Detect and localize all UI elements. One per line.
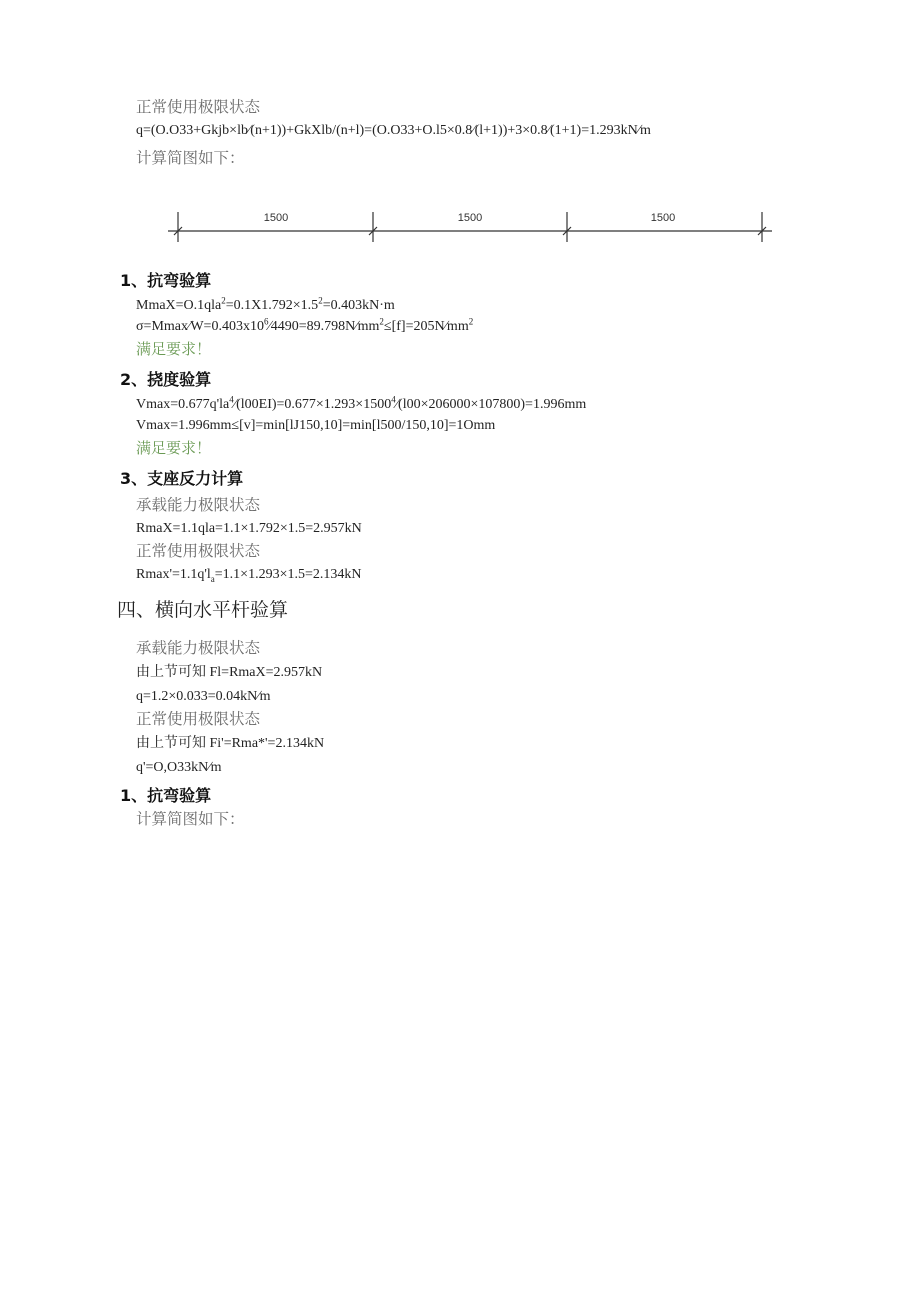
diagram-intro-2: 计算简图如下：: [136, 810, 245, 828]
q-formula: q=(O.O33+Gkjb×lb∕(n+1))+GkXlb/(n+l)=(O.O33+O.l5×0.8∕(l+1))+3×0.8∕(1+1)=1.293kN∕m: [136, 123, 651, 138]
q1-formula: q=1.2×0.033=0.04kN∕m: [136, 689, 271, 704]
span-label-2: 1500: [457, 212, 483, 224]
rmax-formula: RmaX=1.1qla=1.1×1.792×1.5=2.957kN: [136, 521, 362, 536]
bending-check-title-2: 1、抗弯验算: [120, 786, 212, 805]
beam-span-diagram: [166, 206, 776, 246]
bending-check-title: 1、抗弯验算: [120, 271, 212, 290]
capacity-state-label-2: 承载能力极限状态: [136, 639, 261, 657]
capacity-state-label: 承载能力极限状态: [136, 496, 261, 514]
reaction-title: 3、支座反力计算: [120, 469, 244, 488]
vmax-formula: $Vmax=0.677q'la^4∕(l00EI)=0.677\times 1.293\times 1500^4∕(l00\times 206000\times 107800)=1.996mm$: [136, 394, 587, 412]
mmax-formula: $MmaX=O.1qla^2=0.1X1.792\times 1.5^2=0.403kN\cdot m$: [136, 295, 395, 313]
bending-ok-text: 满足要求！: [136, 340, 212, 358]
section-four-title: 四、横向水平杆验算: [117, 599, 289, 621]
f1-text: 由上节可知 Fl=RmaX=2.957kN: [136, 665, 323, 680]
f2-text: 由上节可知 Fi'=Rma*'=2.134kN: [136, 736, 325, 751]
deflection-ok-text: 满足要求！: [136, 439, 212, 457]
span-label-1: 1500: [263, 212, 289, 224]
normal-state-label-2: 正常使用极限状态: [136, 542, 261, 560]
vmax-limit-formula: Vmax=1.996mm≤[v]=min[lJ150,10]=min[l500/150,10]=1Omm: [136, 418, 496, 433]
stress-formula: $\sigma=Mmax∕W=0.403x10^6∕4490=89.798N∕mm^2\le[f]=205N∕mm^2$: [136, 316, 474, 334]
span-label-3: 1500: [650, 212, 676, 224]
rmax-prime-formula: $Rmax'=1.1q'l_a=1.1\times 1.293\times 1.5=2.134kN$: [136, 567, 362, 584]
normal-state-label-3: 正常使用极限状态: [136, 710, 261, 728]
diagram-intro: 计算简图如下：: [136, 149, 245, 167]
q2-formula: q'=O,O33kN∕m: [136, 760, 222, 775]
normal-state-label: 正常使用极限状态: [136, 98, 261, 116]
deflection-check-title: 2、挠度验算: [120, 370, 212, 389]
